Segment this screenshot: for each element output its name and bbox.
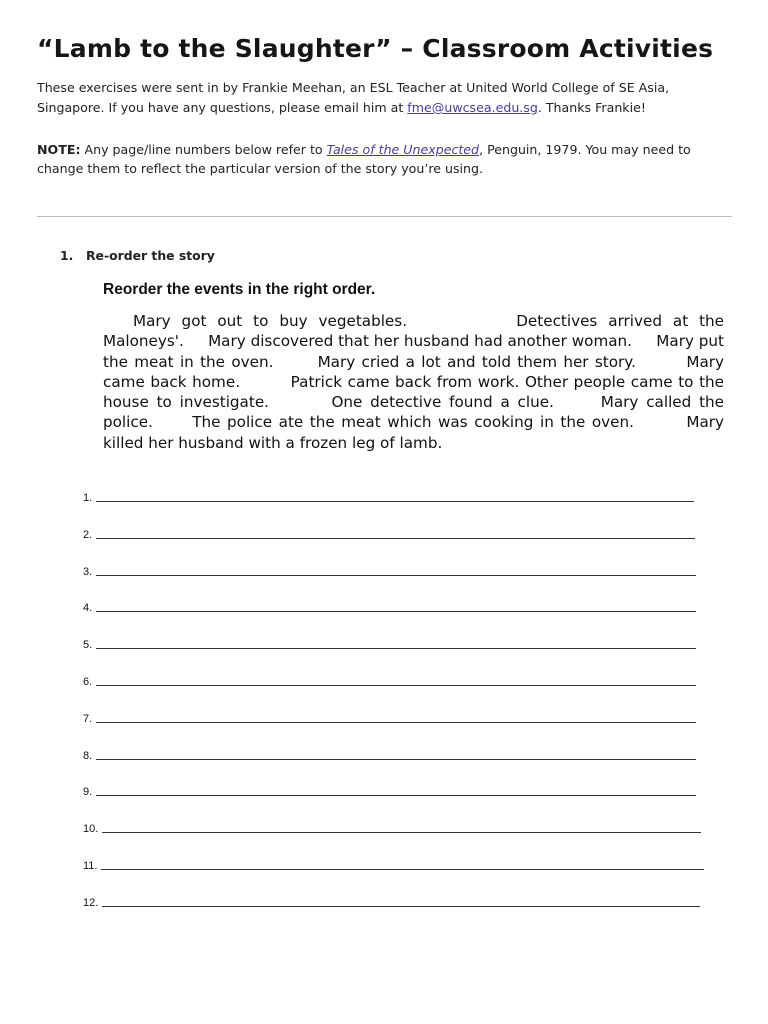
- answer-blank[interactable]: [102, 906, 700, 907]
- answer-number: 8.: [83, 750, 93, 762]
- answer-line[interactable]: [83, 639, 696, 651]
- section-heading: [60, 248, 215, 263]
- event-item: Mary put the meat in the oven.: [103, 332, 725, 371]
- answer-line[interactable]: [83, 602, 696, 614]
- instruction-text: Reorder the events in the right order.: [103, 281, 376, 298]
- answer-line[interactable]: [83, 566, 696, 578]
- answer-blank[interactable]: [96, 722, 696, 723]
- event-item: Mary called the police.: [103, 393, 725, 432]
- intro-text-before: These exercises were sent in by Frankie Meehan, an ESL Teacher at United World College of SE Asia, Singapore. If you have any questions, please email him at: [37, 80, 670, 115]
- answer-blank[interactable]: [96, 685, 696, 686]
- event-item: Patrick came back from work.: [290, 372, 520, 391]
- answer-line[interactable]: [83, 529, 695, 541]
- answer-blank[interactable]: [101, 869, 704, 870]
- intro-paragraph: [37, 78, 732, 118]
- section-title: Re-order the story: [86, 248, 215, 263]
- answer-blank[interactable]: [96, 648, 696, 649]
- answer-number: 12.: [83, 897, 99, 909]
- events-paragraph: [103, 311, 724, 453]
- answer-blank[interactable]: [96, 759, 696, 760]
- event-item: Mary came back home.: [103, 352, 725, 391]
- answer-number: 5.: [83, 639, 93, 651]
- answer-number: 6.: [83, 676, 93, 688]
- note-label: NOTE:: [37, 142, 81, 157]
- note-paragraph: [37, 140, 732, 178]
- note-text-after: , Penguin, 1979. You may need to change them to reflect the particular version of the story you’re using.: [37, 142, 691, 176]
- answer-line[interactable]: [83, 750, 696, 762]
- answer-line[interactable]: [83, 786, 696, 798]
- answer-number: 10.: [83, 823, 99, 835]
- answer-number: 7.: [83, 713, 93, 725]
- answer-line[interactable]: [83, 713, 696, 725]
- event-item: Detectives arrived at the Maloneys'.: [103, 312, 725, 351]
- event-item: Mary cried a lot and told them her story.: [317, 352, 636, 371]
- event-item: Mary discovered that her husband had another woman.: [208, 332, 633, 351]
- answer-blank[interactable]: [96, 501, 694, 502]
- event-item: Mary got out to buy vegetables.: [133, 312, 408, 330]
- answer-blank[interactable]: [96, 575, 696, 576]
- answer-line[interactable]: [83, 676, 696, 688]
- answer-number: 11.: [83, 860, 98, 872]
- answer-number: 9.: [83, 786, 93, 798]
- answer-line[interactable]: [83, 492, 694, 504]
- answer-blank[interactable]: [96, 795, 696, 796]
- book-link[interactable]: Tales of the Unexpected: [326, 142, 480, 157]
- answer-number: 4.: [83, 602, 93, 614]
- event-item: Mary killed her husband with a frozen leg of lamb.: [103, 413, 725, 452]
- note-text-before: Any page/line numbers below refer to: [80, 142, 327, 157]
- answer-line[interactable]: [83, 860, 704, 872]
- intro-text-after: . Thanks Frankie!: [537, 100, 646, 115]
- section-number: 1.: [60, 248, 74, 263]
- event-item: The police ate the meat which was cooking in the oven.: [192, 413, 634, 432]
- answer-blank[interactable]: [102, 832, 701, 833]
- email-link[interactable]: fme@uwcsea.edu.sg: [407, 100, 538, 115]
- answer-line[interactable]: [83, 823, 701, 835]
- answer-number: 1.: [83, 492, 93, 504]
- event-item: One detective found a clue.: [331, 393, 554, 412]
- event-item: Other people came to the house to investigate.: [103, 372, 725, 412]
- answer-blank[interactable]: [96, 538, 695, 539]
- answer-number: 3.: [83, 566, 93, 578]
- page-title: “Lamb to the Slaughter” – Classroom Activities: [37, 34, 714, 63]
- answer-line[interactable]: [83, 897, 700, 909]
- answer-blank[interactable]: [96, 611, 696, 612]
- answer-number: 2.: [83, 529, 93, 541]
- divider: [37, 216, 732, 217]
